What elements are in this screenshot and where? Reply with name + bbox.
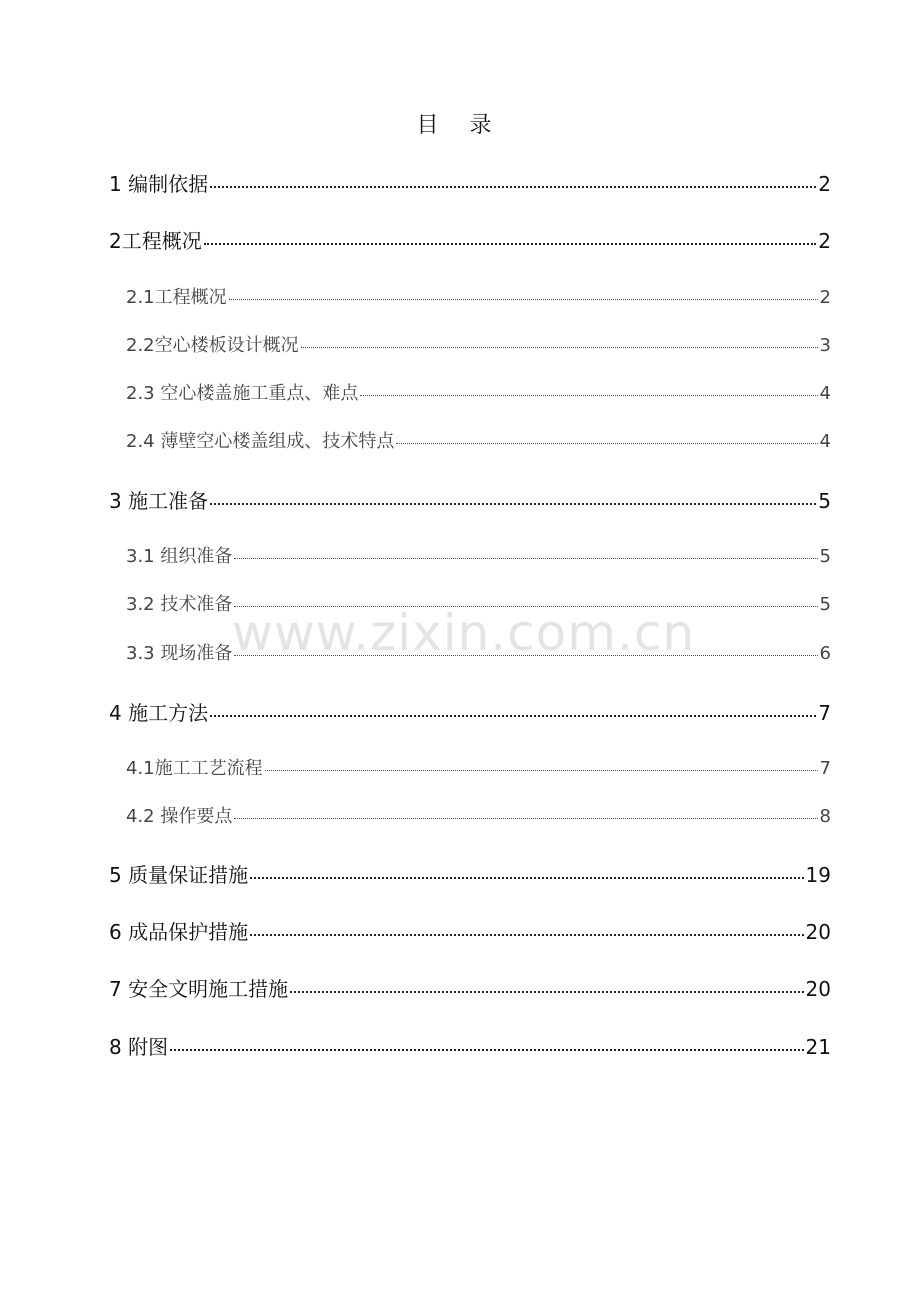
toc-entry[interactable] (126, 639, 831, 665)
toc-leader (170, 1045, 803, 1051)
toc-entry-label: 6 成品保护措施 (109, 920, 249, 944)
toc-entry[interactable] (109, 1031, 831, 1060)
toc-entry[interactable] (109, 225, 831, 254)
toc-entry-label: 3.1 组织准备 (126, 546, 233, 567)
toc-entry-page: 5 (818, 489, 831, 513)
toc-entry-label: 2.2空心楼板设计概况 (126, 335, 299, 356)
toc-entry[interactable] (109, 859, 831, 888)
toc-leader (301, 343, 818, 348)
toc-leader (360, 391, 817, 396)
toc-entry-label: 3 施工准备 (109, 489, 209, 513)
toc-entry[interactable] (126, 542, 831, 568)
toc-entry-label: 2.4 薄壁空心楼盖组成、技术特点 (126, 431, 395, 452)
toc-entry-page: 4 (819, 431, 831, 452)
toc-entry-page: 2 (818, 229, 831, 253)
toc-entry-label: 3.3 现场准备 (126, 643, 233, 664)
toc-leader (210, 499, 816, 505)
toc-entry[interactable] (109, 916, 831, 945)
toc-leader (234, 602, 817, 607)
toc-entry-page: 7 (819, 758, 831, 779)
toc-entry-page: 2 (819, 287, 831, 308)
toc-entry-label: 2.3 空心楼盖施工重点、难点 (126, 383, 359, 404)
toc-entry-label: 2.1工程概况 (126, 287, 227, 308)
toc-entry-page: 20 (805, 920, 831, 944)
toc-leader (290, 987, 803, 993)
toc-entry-label: 4.1施工工艺流程 (126, 758, 263, 779)
toc-leader (265, 766, 818, 771)
toc-entry[interactable] (126, 754, 831, 780)
toc-entry[interactable] (109, 973, 831, 1002)
toc-entry[interactable] (126, 283, 831, 309)
toc-entry-page: 5 (819, 546, 831, 567)
toc-entry-label: 4 施工方法 (109, 701, 209, 725)
toc-leader (210, 182, 816, 188)
toc-entry-page: 4 (819, 383, 831, 404)
toc-leader (234, 814, 817, 819)
toc-entry[interactable] (126, 802, 831, 828)
toc-entry[interactable] (126, 590, 831, 616)
toc-entry[interactable] (126, 427, 831, 453)
toc-title: 目 录 (416, 113, 504, 138)
toc-entry-page: 5 (819, 594, 831, 615)
toc-entry-label: 4.2 操作要点 (126, 806, 233, 827)
toc-entry-label: 5 质量保证措施 (109, 863, 249, 887)
toc-entry-page: 7 (818, 701, 831, 725)
toc-entry-page: 20 (805, 977, 831, 1001)
watermark: www.zixin.com.cn (232, 604, 696, 662)
toc-entry-label: 2工程概况 (109, 229, 202, 253)
toc-entry-label: 1 编制依据 (109, 172, 209, 196)
toc-leader (229, 295, 818, 300)
toc-leader (250, 873, 803, 879)
toc-entry-label: 8 附图 (109, 1035, 169, 1059)
toc-leader (204, 239, 817, 245)
toc-entry-page: 3 (819, 335, 831, 356)
toc-entry-label: 7 安全文明施工措施 (109, 977, 289, 1001)
toc-entry[interactable] (126, 331, 831, 357)
toc-leader (396, 439, 817, 444)
toc-entry-page: 21 (805, 1035, 831, 1059)
toc-entry-page: 6 (819, 643, 831, 664)
toc-entry-page: 2 (818, 172, 831, 196)
toc-leader (210, 711, 816, 717)
toc-entry[interactable] (109, 485, 831, 514)
toc-leader (234, 651, 817, 656)
toc-leader (250, 930, 803, 936)
toc-entry-page: 8 (819, 806, 831, 827)
toc-entry-label: 3.2 技术准备 (126, 594, 233, 615)
toc-entry[interactable] (109, 697, 831, 726)
toc-entry[interactable] (109, 168, 831, 197)
toc-leader (234, 554, 817, 559)
toc-entry-page: 19 (805, 863, 831, 887)
toc-entry[interactable] (126, 379, 831, 405)
